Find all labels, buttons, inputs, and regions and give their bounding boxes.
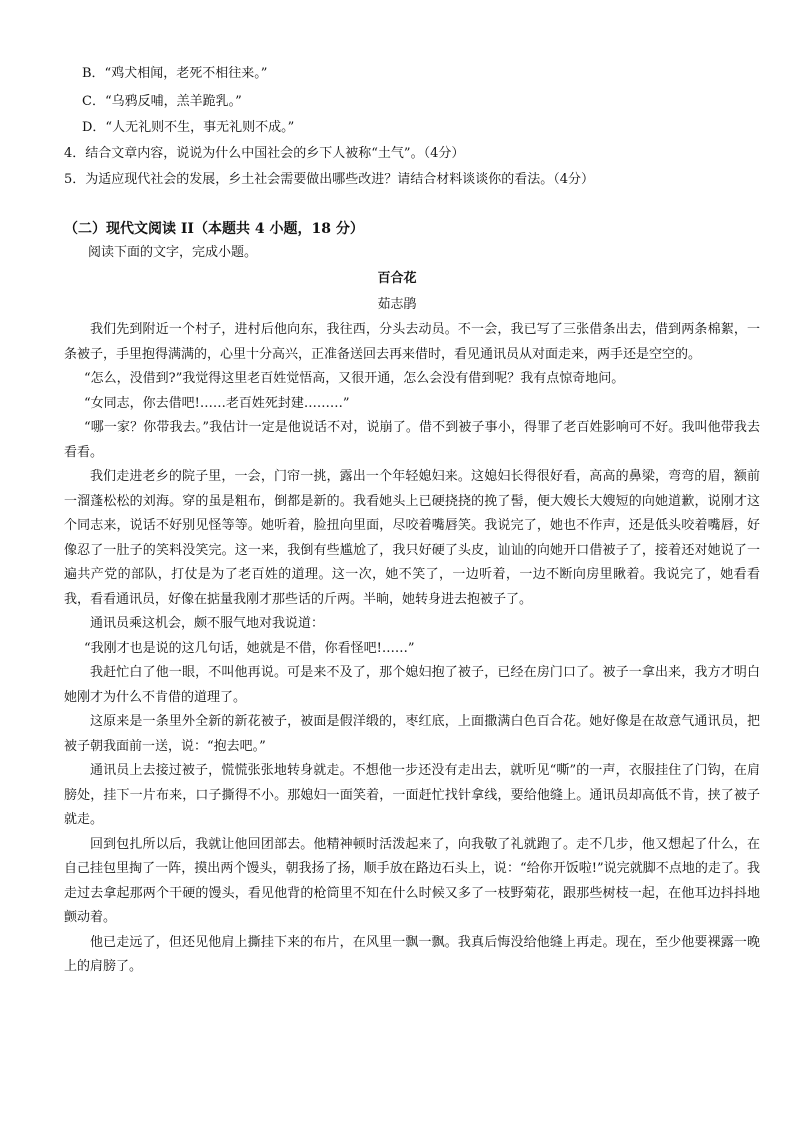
question-5: 5．为适应现代社会的发展，乡土社会需要做出哪些改进？请结合材料谈谈你的看法。（4分） [64, 172, 595, 187]
article-paragraph: “怎么，没借到?”我觉得这里老百姓觉悟高，又很开通，怎么会没有借到呢？我有点惊奇地问。 [84, 371, 625, 386]
section-title: （二）现代文阅读 II（本题共 4 小题，18 分） [64, 221, 364, 237]
article-paragraph: 回到包扎所以后，我就让他回团部去。他精神顿时活泼起来了，向我敬了礼就跑了。走不几步，他又想起了什么，在自己挂包里掏了一阵，摸出两个馒头，朝我扬了扬，顺手放在路边石头上，说：“给你开饭啦!”说完就脚不点地的走了。我走过去拿起那两个干硬的馒头，看见他背的枪筒里不知在什么时候又多了一枝野菊花，跟那些树枝一起，在他耳边抖抖地颤动着。 [64, 836, 760, 925]
article-paragraph: “我刚才也是说的这几句话，她就是不借，你看怪吧!……” [84, 640, 415, 656]
article-paragraph: “女同志，你去借吧!……老百姓死封建………” [84, 395, 350, 411]
article-paragraph: 我们走进老乡的院子里，一会，门帘一挑，露出一个年轻媳妇来。这媳妇长得很好看，高高的鼻梁，弯弯的眉，额前一溜蓬松松的刘海。穿的虽是粗布，倒都是新的。我看她头上已硬挠挠的挽了髻，便大嫂长大嫂短的向她道歉，说刚才这个同志来，说话不好别见怪等等。她听着，脸扭向里面，尽咬着嘴唇笑。我说完了，她也不作声，还是低头咬着嘴唇，好像忍了一肚子的笑料没笑完。这一来，我倒有些尴尬了，我只好硬了头皮，讪讪的向她开口借被子了，接着还对她说了一遍共产党的部队，打仗是为了老百姓的道理。这一次，她不笑了，一边听着，一边不断向房里瞅着。我说完了，她看看我，看看通讯员，好像在掂量我刚才那些话的斤两。半晌，她转身进去抱被子了。 [64, 469, 760, 607]
option-d: D．“人无礼则不生，事无礼则不成。” [82, 120, 295, 135]
option-b: B．“鸡犬相闻，老死不相往来。” [82, 66, 268, 81]
article-author: 茹志鹃 [377, 297, 417, 312]
article-paragraph: 他已走远了，但还见他肩上撕挂下来的布片，在风里一飘一飘。我真后悔没给他缝上再走。现在，至少他要裸露一晚上的肩膀了。 [64, 934, 760, 974]
section-instruction: 阅读下面的文字，完成小题。 [88, 245, 258, 260]
article-body [64, 318, 760, 980]
option-c: C．“乌鸦反哺，羔羊跪乳。” [82, 94, 242, 109]
article-title: 百合花 [377, 271, 417, 286]
article-paragraph: 我赶忙白了他一眼，不叫他再说。可是来不及了，那个媳妇抱了被子，已经在房门口了。被子一拿出来，我方才明白她刚才为什么不肯借的道理了。 [64, 665, 760, 705]
article-paragraph: 通讯员乘这机会，颇不服气地对我说道： [90, 616, 325, 631]
article-paragraph: 这原来是一条里外全新的新花被子，被面是假洋缎的，枣红底，上面撒满白色百合花。她好像是在故意气通讯员，把被子朝我面前一送，说：“抱去吧。” [64, 714, 760, 754]
article-paragraph: “哪一家？你带我去。”我估计一定是他说话不对，说崩了。借不到被子事小，得罪了老百姓影响可不好。我叫他带我去看看。 [64, 420, 760, 460]
question-4: 4．结合文章内容，说说为什么中国社会的乡下人被称“土气”。（4分） [64, 146, 465, 161]
article-paragraph: 我们先到附近一个村子，进村后他向东，我往西，分头去动员。不一会，我已写了三张借条出去，借到两条棉絮，一条被子，手里抱得满满的，心里十分高兴，正准备送回去再来借时，看见通讯员从对面走来，两手还是空空的。 [64, 322, 760, 362]
article-paragraph: 通讯员上去接过被子，慌慌张张地转身就走。不想他一步还没有走出去，就听见“嘶”的一声，衣服挂住了门钩，在肩膀处，挂下一片布来，口子撕得不小。那媳妇一面笑着，一面赶忙找针拿线，要给他缝上。通讯员却高低不肯，挟了被子就走。 [64, 763, 760, 827]
